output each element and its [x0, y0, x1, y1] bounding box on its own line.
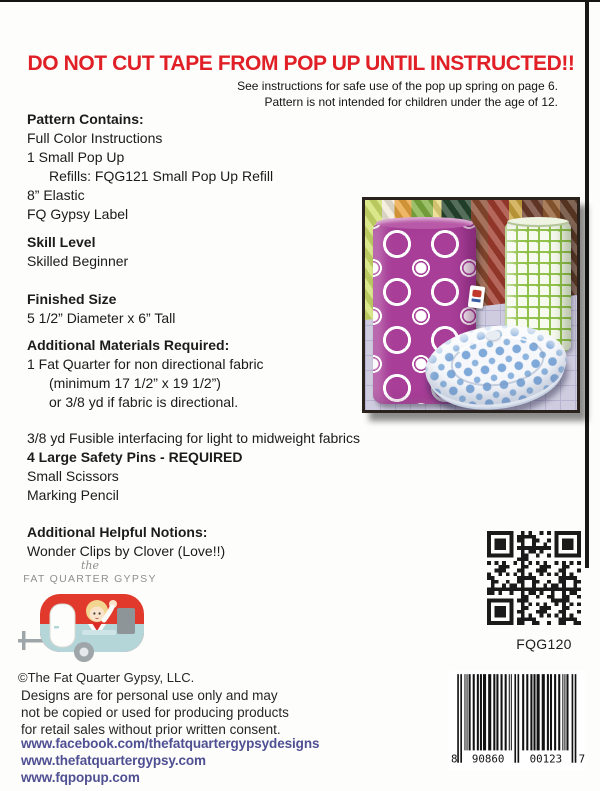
spec-section [27, 429, 467, 505]
svg-text:7: 7 [578, 752, 585, 766]
section-heading: Pattern Contains: [27, 111, 144, 127]
legal-text [21, 687, 289, 738]
website-url: www.fqpopup.com [21, 770, 140, 785]
section-line: Refills: FQG121 Small Pop Up Refill [49, 168, 274, 184]
section-line: 3/8 yd Fusible interfacing for light to midweight fabrics [27, 430, 361, 446]
section-line: 8” Elastic [27, 187, 85, 203]
warning-headline: DO NOT CUT TAPE FROM POP UP UNTIL INSTRUCTED!! [27, 52, 575, 75]
legal-line: not be copied or used for producing products [21, 705, 289, 720]
section-line: 1 Small Pop Up [27, 149, 125, 165]
section-line: or 3/8 yd if fabric is directional. [49, 394, 239, 410]
warning-note-line: Pattern is not intended for children under the age of 12. [264, 94, 558, 109]
section-heading: Skill Level [27, 234, 96, 250]
svg-text:90860: 90860 [471, 752, 505, 766]
section-heading: Additional Materials Required: [27, 337, 230, 353]
website-list [21, 735, 319, 786]
warning-note-line: See instructions for safe use of the pop up spring on page 6. [237, 79, 558, 93]
svg-text:00123: 00123 [529, 752, 563, 766]
scan-edge-top [0, 0, 600, 2]
qr-code [487, 531, 581, 625]
section-line: Marking Pencil [27, 487, 119, 503]
svg-text:8: 8 [451, 752, 458, 766]
section-line: Skilled Beginner [27, 253, 129, 269]
camper-trailer-logo-icon [16, 588, 156, 666]
section-line: 4 Large Safety Pins - REQUIRED [27, 449, 243, 465]
section-line: 1 Fat Quarter for non directional fabric [27, 356, 264, 372]
spec-section [27, 523, 467, 561]
warning-notes [237, 79, 558, 110]
section-line: 5 1/2” Diameter x 6” Tall [27, 310, 176, 326]
upc-barcode [449, 671, 585, 770]
website-url: www.thefatquartergypsy.com [21, 753, 206, 768]
website-url: www.facebook.com/thefatquartergypsydesigns [21, 736, 320, 751]
section-line: Small Scissors [27, 468, 119, 484]
logo-brand-name: FAT QUARTER GYPSY [23, 573, 157, 585]
product-photo [362, 197, 580, 413]
qr-product-code: FQG120 [516, 636, 572, 652]
section-line: Full Color Instructions [27, 130, 163, 146]
section-heading: Additional Helpful Notions: [27, 524, 208, 540]
legal-line: Designs are for personal use only and may [21, 688, 278, 703]
section-heading: Finished Size [27, 291, 117, 307]
photo-hang-tag [468, 285, 486, 309]
scan-edge-right [585, 0, 589, 568]
section-line: (minimum 17 1/2” x 19 1/2”) [49, 375, 221, 391]
legal-line: for retail sales without prior written consent. [21, 722, 281, 737]
section-line: FQ Gypsy Label [27, 206, 129, 222]
copyright-line: ©The Fat Quarter Gypsy, LLC. [18, 670, 195, 685]
section-line: Wonder Clips by Clover (Love!!) [27, 543, 226, 559]
logo-the-text: the [80, 559, 99, 572]
